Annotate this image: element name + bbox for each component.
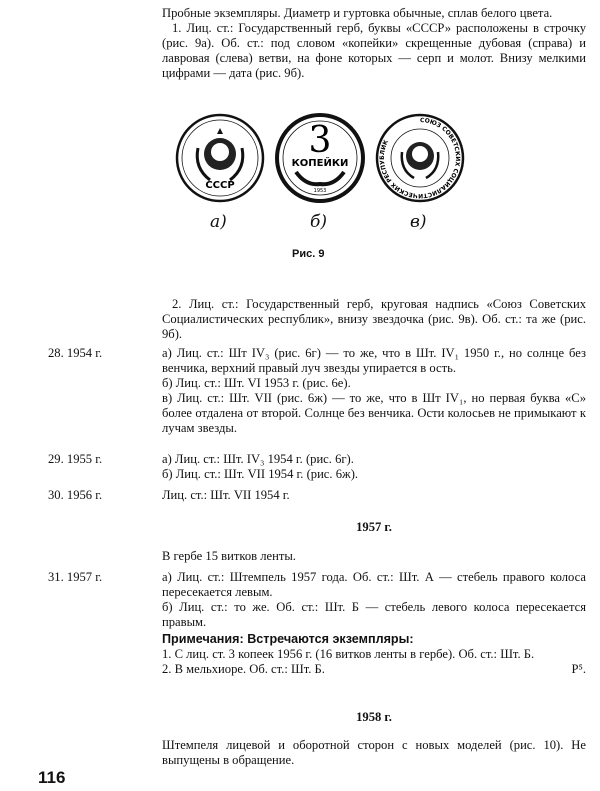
coin-b [277, 115, 363, 201]
coin-a [177, 115, 263, 201]
entry-29-a: а) Лиц. ст.: Шт. IV₃ 1954 г. (рис. 6г). [162, 452, 354, 466]
entry-28-b: б) Лиц. ст.: Шт. VI 1953 г. (рис. 6е). [162, 376, 351, 390]
note-1958: Штемпеля лицевой и оборотной сторон с новых моделей (рис. 10). Не выпущены в обращение. [162, 738, 586, 767]
entry-28-year: 28. 1954 г. [48, 346, 103, 360]
note-2-line [162, 662, 586, 677]
entry-29 [162, 452, 586, 482]
svg-text:КОПЕЙКИ: КОПЕЙКИ [291, 158, 349, 169]
svg-text:СОЮЗ СОВЕТСКИХ СОЦИАЛИСТИЧЕСКИ: СОЮЗ СОВЕТСКИХ СОЦИАЛИСТИЧЕСКИХ РЕСПУБЛИК [378, 116, 461, 200]
note-1957: В гербе 15 витков ленты. [162, 549, 296, 563]
entry-28-c: в) Лиц. ст.: Шт. VII (рис. 6ж) — то же, что в Шт IV₁, но первая буква «С» более отдалена от второй. Солнце без венчика. Ости колосьев не примыкают к лучам звезды. [162, 391, 586, 435]
label-b: б) [310, 212, 328, 232]
intro-line: Пробные экземпляры. Диаметр и гуртовка обычные, сплав белого цвета. [162, 6, 553, 20]
coin-c [377, 115, 463, 201]
entry-31-b: б) Лиц. ст.: то же. Об. ст.: Шт. Б — стебель левого колоса пересекается правым. [162, 600, 586, 629]
entry-30-year: 30. 1956 г. [48, 488, 103, 502]
intro-paragraph [162, 6, 586, 81]
heading-1957: 1957 г. [356, 520, 392, 534]
rarity-mark: Р⁵. [571, 662, 586, 676]
svg-text:3: 3 [308, 120, 332, 161]
coins-illustration [175, 108, 465, 218]
entry-28-a: а) Лиц. ст.: Шт IV₃ (рис. 6г) — то же, что в Шт. IV₁ 1950 г., но солнце без венчика, верхний правый луч звезды упирается в ость. [162, 346, 586, 375]
figure-caption: Рис. 9 [292, 248, 325, 260]
note-1: 1. С лиц. ст. 3 копеек 1956 г. (16 витков ленты в гербе). Об. ст.: Шт. Б. [162, 647, 535, 661]
page-number: 116 [38, 768, 66, 787]
figure-9 [175, 108, 465, 268]
entry-29-year: 29. 1955 г. [48, 452, 103, 466]
entry-31-year: 31. 1957 г. [48, 570, 103, 584]
label-c: в) [410, 212, 427, 232]
label-a: а) [210, 212, 227, 232]
heading-1958: 1958 г. [356, 710, 392, 724]
notes-heading: Примечания: Встречаются экземпляры: [162, 632, 414, 646]
entry-28 [162, 346, 586, 436]
svg-text:1953: 1953 [313, 188, 327, 194]
entry-29-b: б) Лиц. ст.: Шт. VII 1954 г. (рис. 6ж). [162, 467, 359, 481]
svg-text:СССР: СССР [205, 180, 235, 191]
entry-30: Лиц. ст.: Шт. VII 1954 г. [162, 488, 290, 502]
note-2: 2. В мельхиоре. Об. ст.: Шт. Б. [162, 662, 325, 676]
item-1-description: 1. Лиц. ст.: Государственный герб, буквы «СССР» расположены в строчку (рис. 9а). Об. ст.: под словом «копейки» скрещенные дубовая (справа) и лавровая (слева) ветви, на фоне которых — серп и молот. Внизу мелкими цифрами — дата (рис. 9б). [162, 21, 586, 80]
item-2-description: 2. Лиц. ст.: Государственный герб, круговая надпись «Союз Советских Социалистических республик», внизу звездочка (рис. 9в). Об. ст.: та же (рис. 9б). [162, 297, 586, 341]
entry-31-a: а) Лиц. ст.: Штемпель 1957 года. Об. ст.: Шт. А — стебель правого колоса пересекается левым. [162, 570, 586, 599]
entry-31 [162, 570, 586, 677]
